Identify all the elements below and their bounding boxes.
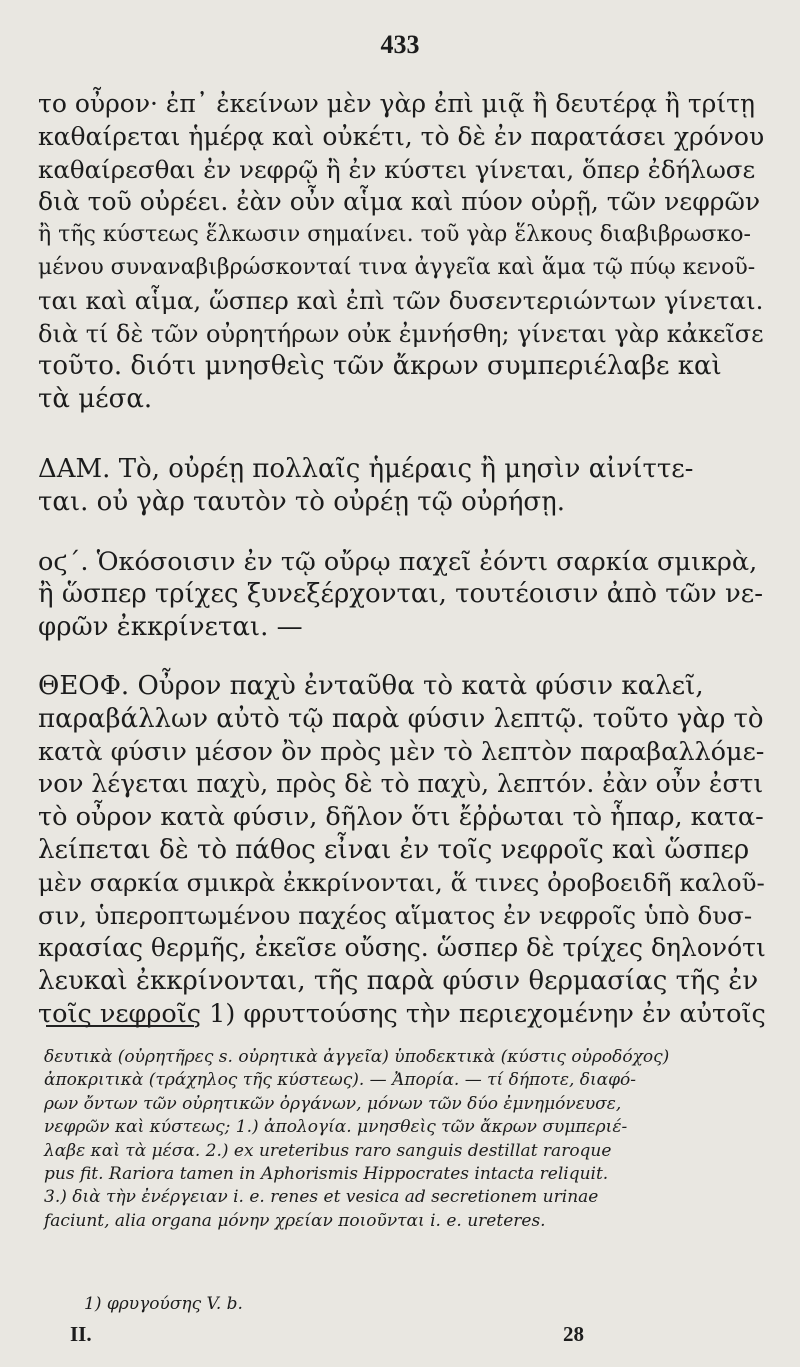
note-line: ἀποκριτικὰ (τράχηλος τῆς κύστεως). — Ἀπορία. — τί δήποτε, διαφό- [44, 1070, 637, 1091]
text-line: μὲν σαρκία σμικρὰ ἐκκρίνονται, ἅ τινες ὀροβοειδῆ καλοῦ- [38, 867, 765, 897]
note-line: ρων ὄντων τῶν οὐρητικῶν ὀργάνων, μόνων τῶν δύο ἐμνημόνευσε, [44, 1093, 622, 1114]
text-line: παραβάλλων αὐτὸ τῷ παρὰ φύσιν λεπτῷ. τοῦτο γὰρ τὸ [38, 703, 764, 734]
text-line: σιν, ὑπεροπτωμένου παχέος αἵματος ἐν νεφροῖς ὑπὸ δυσ- [38, 900, 753, 930]
paragraph-commentary [38, 88, 766, 416]
text-line: ται καὶ αἷμα, ὥσπερ καὶ ἐπὶ τῶν δυσεντεριώντων γίνεται. [38, 285, 764, 315]
text-line: κατὰ φύσιν μέσον ὂν πρὸς μὲν τὸ λεπτὸν παραβαλλόμε- [38, 736, 765, 767]
side-notes [44, 1046, 766, 1233]
paragraph-damascius [38, 453, 766, 519]
text-line: τὰ μέσα. [38, 384, 153, 415]
paragraph-theophilus [38, 670, 766, 1031]
text-line: οϛ΄. Ὁκόσοισιν ἐν τῷ οὔρῳ παχεῖ ἐόντι σαρκία σμικρὰ, [38, 546, 758, 577]
text-line: νον λέγεται παχὺ, πρὸς δὲ τὸ παχὺ, λεπτόν. ἐὰν οὖν ἐστι [38, 769, 764, 799]
text-line: καθαίρεσθαι ἐν νεφρῷ ἢ ἐν κύστει γίνεται, ὅπερ ἐδήλωσε [38, 154, 756, 184]
note-line: 3.) διὰ τὴν ἐνέργειαν i. e. renes et vesica ad secretionem urinae [44, 1187, 599, 1208]
text-line: ἢ τῆς κύστεως ἕλκωσιν σημαίνει. τοῦ γὰρ ἕλκους διαβιβρωσκο- [38, 222, 751, 248]
note-line: pus fit. Rariora tamen in Aphorismis Hippocrates intacta reliquit. [44, 1164, 609, 1185]
text-line: μένου συναναβιβρώσκονταί τινα ἀγγεῖα καὶ ἅμα τῷ πύῳ κενοῦ- [38, 254, 756, 280]
note-line: faciunt, alia organa μόνην χρείαν ποιοῦνται i. e. ureteres. [44, 1210, 546, 1231]
text-line: τοῖς νεφροῖς 1) φρυττούσης τὴν περιεχομένην ἐν αὐτοῖς [38, 998, 766, 1029]
text-line: κρασίας θερμῆς, ἐκεῖσε οὔσης. ὥσπερ δὲ τρίχες δηλονότι [38, 933, 766, 963]
signature-mark: II. [70, 1322, 92, 1346]
text-line: τὸ οὖρον κατὰ φύσιν, δῆλον ὅτι ἔῤῥωται τὸ ἧπαρ, κατα- [38, 802, 764, 833]
note-line: λαβε καὶ τὰ μέσα. 2.) ex ureteribus raro sanguis destillat raroque [44, 1140, 612, 1161]
text-line: καθαίρεται ἡμέρᾳ καὶ οὐκέτι, τὸ δὲ ἐν παρατάσει χρόνου [38, 121, 765, 151]
text-line: ΔΑΜ. Τὸ, οὐρέῃ πολλαῖς ἡμέραις ἢ μησὶν αἰνίττε- [38, 453, 694, 484]
text-line: φρῶν ἐκκρίνεται. — [38, 612, 303, 643]
quire-number: 28 [563, 1322, 584, 1346]
text-line: διὰ τοῦ οὐρέει. ἐὰν οὖν αἷμα καὶ πύον οὐρῇ, τῶν νεφρῶν [38, 187, 761, 217]
main-text [38, 88, 766, 1031]
text-line: ται. οὐ γὰρ ταυτὸν τὸ οὐρέῃ τῷ οὐρήσῃ. [38, 486, 566, 517]
paragraph-aphorism [38, 546, 766, 644]
text-line: ΘΕΟΦ. Οὖρον παχὺ ἐνταῦθα τὸ κατὰ φύσιν καλεῖ, [38, 670, 704, 701]
page-number: 433 [380, 30, 420, 59]
text-line: λείπεται δὲ τὸ πάθος εἶναι ἐν τοῖς νεφροῖς καὶ ὥσπερ [38, 834, 750, 865]
text-line: ἢ ὥσπερ τρίχες ξυνεξέρχονται, τουτέοισιν ἀπὸ τῶν νε- [38, 579, 764, 610]
text-line: το οὖρον· ἐπ᾽ ἐκείνων μὲν γὰρ ἐπὶ μιᾷ ἢ δευτέρᾳ ἢ τρίτῃ [38, 89, 755, 118]
text-line: τοῦτο. διότι μνησθεὶς τῶν ἄκρων συμπεριέλαβε καὶ [38, 351, 722, 382]
footnote-rule [46, 1025, 194, 1027]
note-line: δευτικὰ (οὐρητῆρες s. οὐρητικὰ ἀγγεῖα) ὑποδεκτικὰ (κύστις οὐροδόχος) [44, 1047, 670, 1067]
footnote: 1) φρυγούσης V. b. [84, 1294, 243, 1314]
text-line: λευκαὶ ἐκκρίνονται, τῆς παρὰ φύσιν θερμασίας τῆς ἐν [38, 966, 759, 997]
note-line: νεφρῶν καὶ κύστεως; 1.) ἀπολογία. μνησθεὶς τῶν ἄκρων συμπεριέ- [44, 1117, 628, 1138]
text-line: διὰ τί δὲ τῶν οὐρητήρων οὐκ ἐμνήσθη; γίνεται γὰρ κἀκεῖσε [38, 319, 764, 348]
